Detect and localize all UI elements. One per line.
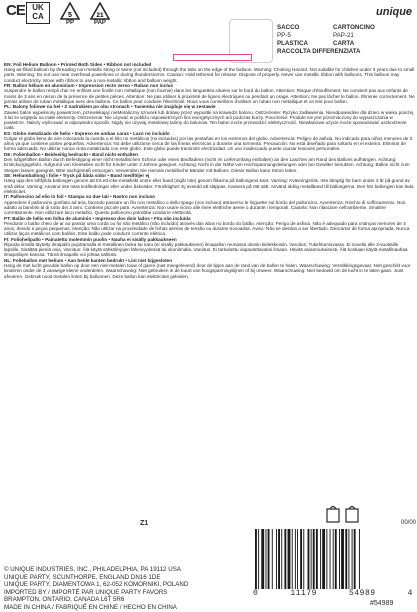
barcode-bar: [335, 529, 337, 589]
paragraph-heading: PL: Balony foliowe na hel • Z nadrukiem po obu stronach • Tasiemka nie znajduje się w zestawie: [4, 104, 216, 110]
recycling-row: [277, 32, 415, 40]
warning-paragraph: [4, 83, 415, 104]
address-block: [4, 566, 244, 612]
paragraph-body: Ripusta ilmalla täytetty ilmapallo pujottamalla ei-metallinen lanka tai naru (ei sisälly pakkaukseen) ilmapallon reunassa oleviin kielekkeisiin. Varoitus: Tukehtumisvaara. Ei sovellu alle 3-vuotiaille lapsille. Sisältää pieniä osia. Varoitus: Älä käytä sähkölinjojen läheisyydessä tai ukonilmalla. Varoitus: Ei tarkoitettu vapautettavaksi ilmaan. Hävitä asianmukaisesti. Älä koskaan käytä metallinauhaa ilmapallojen kanssa. Tämä ilmapallo voi johtaa sähköä.: [4, 242, 408, 258]
barcode-bar: [352, 529, 353, 589]
barcode-bar: [320, 529, 321, 589]
address-line: UNIQUE PARTY, SCUNTHORPE, ENGLAND DN16 1DE: [4, 573, 161, 581]
barcode-digit-group: 4: [407, 589, 413, 598]
address-line: IMPORTED BY / IMPORTÉ PAR UNIQUE PARTY FAVORS: [4, 588, 168, 596]
barcode-bar: [284, 529, 286, 589]
ukca-top: UK: [32, 3, 44, 12]
recycling-cell: PAP-21: [333, 32, 354, 39]
ukca-bottom: CA: [32, 12, 44, 21]
paragraph-heading: FR: Ballon hélium en aluminium • Impression recto verso • Ruban non inclus: [4, 83, 174, 89]
barcode-bar: [292, 529, 293, 589]
warning-paragraph: [4, 104, 415, 130]
barcode-digit-group: 54989: [349, 589, 376, 598]
barcode-bar: [326, 529, 327, 589]
warning-paragraph: [4, 237, 415, 258]
warning-paragraph: [4, 152, 415, 173]
barcode-bar: [281, 529, 282, 589]
recycle-pp-number: 5: [68, 12, 72, 19]
ukca-mark: [26, 2, 50, 24]
date-code: 00/00: [401, 520, 417, 526]
recycling-cell: SACCO: [277, 24, 300, 31]
warning-paragraph: [4, 173, 415, 194]
recycling-cell: PLASTICA: [277, 40, 308, 47]
address-line: BRAMPTON, ONTARIO, CANADA L6T 5R6: [4, 596, 125, 604]
paragraph-heading: NL: Folieballon met helium • Aan beide kanten bedrukt • Lint niet bijgesloten: [4, 258, 173, 264]
paragraph-body: Den luftgefüllten Ballon durch Befestigung einer nicht metallischen Schnur oder eines Bindfadens (nicht im Lieferumfang enthalten) an den Laschen am Rand des Ballons aufhängen. Achtung: Erstickungsgefahr. Aufgrund von Kleinteilen nicht für Kinder unter 3 Jahren geeignet. Achtung: Nicht in der Nähe von Hochspannungsleitungen oder bei Gewitter benutzen. Achtung: Ballon nicht zum Steigen lassen geeignet. Bitte sachgemäß entsorgen. Verwenden Sie niemals metallische Bänder mit Ballons. Dieser Ballon kann Strom leiten.: [4, 157, 410, 173]
recycling-cell: CARTA: [333, 40, 355, 47]
warning-paragraph: [4, 258, 415, 279]
barcode-bar: [345, 529, 347, 589]
recycle-pap-label: PAP: [94, 20, 106, 26]
recycle-pap-number: 21: [96, 12, 104, 19]
barcode-bar: [266, 529, 267, 589]
barcode: [253, 529, 413, 601]
paragraph-body: Appendere il palloncino gonfiato ad aria, facendo passare un filo non metallico o dello spago (non incluso) attraverso le linguette sul bordo del palloncino. Avvertenza: Rischio di soffocamento. Non adatto ai bambini al di sotto dei 3 anni. Contiene piccole parti. Avvertenza: Non usare vicino alle linee elettriche aeree o durante i temporali. Cautela: Non rilasciare nell'ambiente. Smaltire correttamente. Non utilizzare lacci metallici. Questo palloncino potrebbe condurre elettricità.: [4, 199, 406, 216]
barcode-bar: [278, 529, 280, 589]
address-line: UNIQUE PARTY, DIAMENTOWA 1, 62-052 KOMORNIKI, POLAND: [4, 581, 189, 589]
barcode-bar: [311, 529, 312, 589]
warning-paragraph: [4, 131, 415, 152]
barcode-bar: [295, 529, 296, 589]
paragraph-heading: FI: Foliohelipallo • Painatettu molemmin puolin • Nauha ei sisälly pakkaukseen: [4, 236, 177, 242]
barcode-bar: [255, 529, 257, 589]
barcode-digits: [253, 589, 413, 598]
barcode-bar: [297, 529, 298, 589]
barcode-bar: [333, 529, 334, 589]
recycle-pp-label: PP: [65, 20, 74, 26]
barcode-bar: [268, 529, 270, 589]
warning-paragraph: [4, 216, 415, 237]
barcode-bar: [354, 529, 356, 589]
address-line: MADE IN CHINA / FABRIQUÉ EN CHINE / HECHO EN CHINA: [4, 603, 177, 611]
barcode-bar: [339, 529, 340, 589]
paragraph-body: Colgar el globo lleno de aire colocando la cuerda o el hilo no metálicos (no incluidos) por las pestañas en los extremos del globo. Advertencia: Peligro de asfixia. No indicado para niños menores de 3 años ya que contiene partes pequeñas. Advertencia: No debe utilizarse cerca de las líneas eléctricas o durante una tormenta. Precaución: No está diseñado para soltarlo en el exterior. Eliminar de forma adecuada. No utilizar nunca cinta metalizada con este globo. Este globo puede transmitir electricidad. Un uso inadecuado puede causar lesiones personales.: [4, 136, 413, 152]
barcode-bar: [322, 529, 325, 589]
warnings-text: [4, 62, 415, 279]
shopping-bags-icon: [324, 504, 364, 524]
paragraph-body: Pendurar o balão cheio de ar ao passar uma corda ou fio não metálico (não incluído) através das abas no bordo do balão. Atenção: Perigo de asfixia. Não é adequado para crianças menores de 3 anos, devido a peças pequenas. Atenção: Não utilizar na proximidade de linhas aéreas de tensão ou durante trovoadas. Aviso: Não se destina a ser libertado. Descartar de forma apropriada. Nunca utilizar laços metálicos com balões. Este balão pode conduzir corrente elétrica.: [4, 220, 410, 237]
paragraph-heading: IT: Palloncino ad elio in foil • Stampa su due lati • Nastro non incluso: [4, 194, 155, 200]
barcode-bar: [261, 529, 264, 589]
barcode-bar: [258, 529, 259, 589]
paragraph-body: Häng upp den luftfyllda ballongen genom att trä ett icke-metalliskt snöre eller band (ingår inte) genom flikarna på ballongens kant. Varning: Kvävningsrisk. Inte lämplig för barn under 3 år på grund av små delar. Varning: Använd inte nära kraftledningar eller under åskväder. Försiktighet: Ej avsedd att släppas. Kassera på rätt sätt. Använd aldrig metallband till ballongerna. Den här ballongen kan leda elektricitet.: [4, 178, 414, 194]
barcode-bar: [288, 529, 291, 589]
paragraph-heading: SE: Heliumballong i folie • Tryck på båda sidor • Band medföljer ej: [4, 173, 150, 179]
paragraph-heading: DE: Folienballon • Beidseitig bedruckt • Band nicht enthalten: [4, 152, 138, 158]
paragraph-body: Suspendre le ballon rempli d'air en enfilant une ficelle non métallique (non fournie) dans les languettes situées sur le bord du ballon. Attention: Risque d'étouffement. Ne convient pas aux enfants de moins de 3 ans en raison de la présence de petites pièces. Attention: Ne pas utiliser à proximité de lignes électriques ou pendant un orage. Attention: Ne pas lâcher le ballon. Éliminer correctement. Ne jamais utiliser de ruban métallique avec des ballons. Ce ballon peut conduire l'électricité. Nous vous conseillons d'utiliser un ruban non métallique et un lest pour ballon.: [4, 88, 415, 104]
address-line: © UNIQUE INDUSTRIES, INC., PHILADELPHIA, PA 19112 USA: [4, 566, 181, 573]
recycling-cell: PP-5: [277, 32, 291, 39]
barcode-bar: [316, 529, 318, 589]
barcode-bar: [359, 529, 360, 589]
item-number: #54989: [370, 600, 394, 607]
recycling-footer: RACCOLTA DIFFERENZIATA: [277, 48, 361, 55]
recycle-pp-icon: [56, 2, 84, 32]
barcode-bar: [308, 529, 310, 589]
barcode-bar: [313, 529, 315, 589]
zone-code: Z1: [140, 520, 149, 527]
recycling-row: [277, 40, 415, 48]
barcode-bar: [272, 529, 273, 589]
paragraph-body: Hang air-filled balloon by threading non-metallic string or twine (not included) through the tabs on the edge of the balloon. Warning: Choking Hazard. Not suitable for children under 3 years due to small parts. Warning: Do not use near overhead powerlines or during thunderstorms. Caution: Hold tethered for release. Dispose of properly. Never use metallic ribbon with balloons. This balloon may conduct electricity. Move with ribbon to use a non-metallic ribbon and balloon weight.: [4, 67, 415, 83]
barcode-bar: [348, 529, 349, 589]
paragraph-body: Hang de met lucht gevulde ballon op door een niet-metalen touw of garen (niet meegeleverd) door de lipjes aan de rand van de ballon te halen. Waarschuwing: Verstikkingsgevaar. Niet geschikt voor kinderen onder de 3 vanwege kleine onderdelen. Waarschuwing: Niet gebruiken in de buurt van hoogspanningslijnen of bij onweer. Waarschuwing: Niet bedoeld om de lucht in te laten gaan. Juist afvoeren. Gebruik nooit metalen linten bij ballonnen. Deze ballon kan elektriciteit geleiden.: [4, 263, 411, 279]
brand-logo: unique: [376, 6, 413, 18]
barcode-bar: [276, 529, 277, 589]
barcode-digit-group: 0: [253, 589, 259, 598]
barcode-digit-group: 11179: [290, 589, 317, 598]
barcode-bar: [341, 529, 344, 589]
barcode-bars: [253, 529, 403, 589]
ce-mark: CE: [6, 2, 25, 19]
paragraph-heading: PT: Balão de hélio em folha de alumínio • Impresso dos dois lados • Fita não incluída: [4, 215, 191, 221]
paragraph-heading: ES: Globo metalizado de helio • Impreso en ambas caras • Lazo no incluido: [4, 130, 170, 136]
warning-paragraph: [4, 62, 415, 83]
barcode-bar: [303, 529, 304, 589]
barcode-bar: [330, 529, 331, 589]
compliance-marks: [4, 2, 154, 38]
recycle-pap-icon: [86, 2, 114, 32]
recycling-row: [277, 24, 415, 32]
barcode-bar: [300, 529, 302, 589]
recycling-table: [277, 24, 415, 56]
paragraph-body: Zawieś balon wypełniony powietrzem, przewlekając nieMetaliczny sznurek lub dratwę przez wypustki na krawędzi balonu. Ostrzeżenie: Ryzyko zadławienia. Nieodpowiednie dla dzieci w wieku poniżej 3 lat ze względu na małe elementy. Ostrzeżenie: Nie używać w pobliżu napowietrznych linii energetycznych ani podczas burzy. Pouczenie: Produkt nie jest przeznaczony do wypuszczania w powietrze. Należy utylizować w odpowiedni sposób. Nigdy nie używaj metalowej taśmy do balonów. Ten balon może przewodzić elektryczność. Niewłaściwe użycie może spowodować uszkodzenie ciała.: [4, 109, 414, 131]
pink-outline-mark: [173, 54, 252, 61]
recycling-cell: CARTONCINO: [333, 24, 375, 31]
paragraph-heading: EN: Foil Helium Balloon • Printed Both Sides • Ribbon not included: [4, 62, 152, 67]
warning-paragraph: [4, 194, 415, 215]
